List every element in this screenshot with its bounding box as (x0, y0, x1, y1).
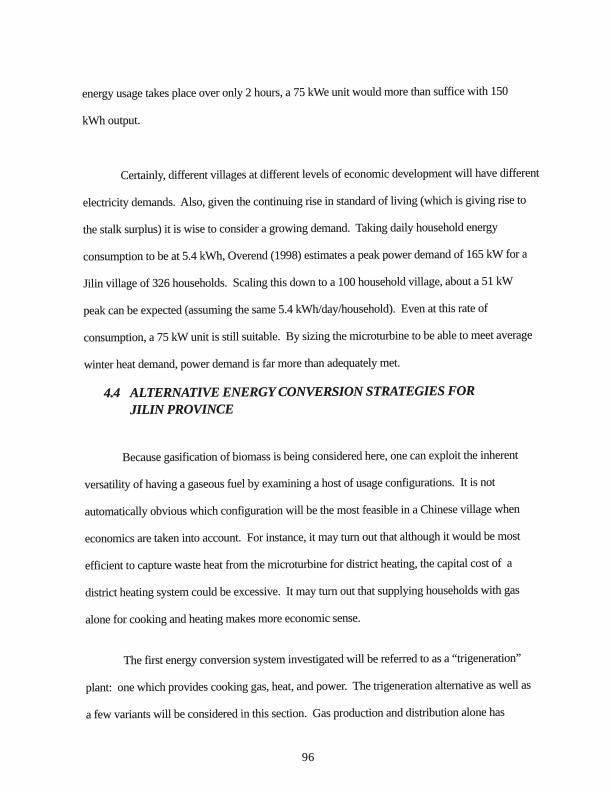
page-number: 96 (301, 749, 315, 765)
text-line: efficient to capture waste heat from the microturbine for district heating, the capital cost of a (84, 555, 513, 573)
text-line: energy usage takes place over only 2 hours, a 75 kWe unit would more than suffice with 150 (82, 83, 509, 101)
section-title: ALTERNATIVE ENERGY CONVERSION STRATEGIES FOR (129, 382, 475, 401)
text-line: consumption to be at 5.4 kWh, Overend (1998) estimates a peak power demand of 165 kW for a (83, 246, 528, 264)
section-number: 4.4 (103, 385, 121, 401)
section-heading (104, 382, 475, 418)
text-line: automatically obvious which configuration will be the most feasible in a Chinese village when (84, 501, 520, 519)
text-line: Because gasification of biomass is being considered here, one can exploit the inherent (122, 447, 519, 465)
text-line: peak can be expected (assuming the same 5.4 kWh/day/household). Even at this rate of (83, 300, 488, 318)
body-paragraph-3 (84, 442, 520, 634)
body-paragraph-2 (83, 160, 541, 379)
text-line: winter heat demand, power demand is far more than adequately met. (83, 355, 401, 372)
text-line: Certainly, different villages at different levels of economic development will have different (120, 165, 540, 183)
text-line: consumption, a 75 kW unit is still suitable. By sizing the microturbine to be able to meet average (83, 327, 533, 345)
text-line: The first energy conversion system investigated will be referred to as a “trigeneration” (123, 650, 522, 668)
body-paragraph-4 (86, 645, 532, 729)
body-paragraph-1 (82, 78, 508, 135)
section-heading-line-1 (104, 382, 475, 401)
section-heading-line-2: JILIN PROVINCE (130, 401, 234, 418)
text-line: district heating system could be excessive. It may turn out that supplying households with gas (85, 582, 520, 600)
text-line: Jilin village of 326 households. Scaling this down to a 100 household village, about a 51 kW (83, 273, 514, 291)
text-line: the stalk surplus) it is wise to consider a growing demand. Taking daily household energy (82, 219, 498, 237)
text-line: electricity demands. Also, given the continuing rise in standard of living (which is giving rise to (82, 192, 527, 210)
text-line: versatility of having a gaseous fuel by examining a host of usage configurations. It is not (84, 474, 496, 492)
text-line: economics are taken into account. For instance, it may turn out that although it would be most (84, 528, 521, 546)
text-line: alone for cooking and heating makes more economic sense. (85, 610, 361, 627)
text-line: plant: one which provides cooking gas, heat, and power. The trigeneration alternative as well as (85, 677, 531, 695)
text-line: a few variants will be considered in this section. Gas production and distribution alone has (85, 704, 505, 722)
text-line: kWh output. (82, 113, 141, 128)
